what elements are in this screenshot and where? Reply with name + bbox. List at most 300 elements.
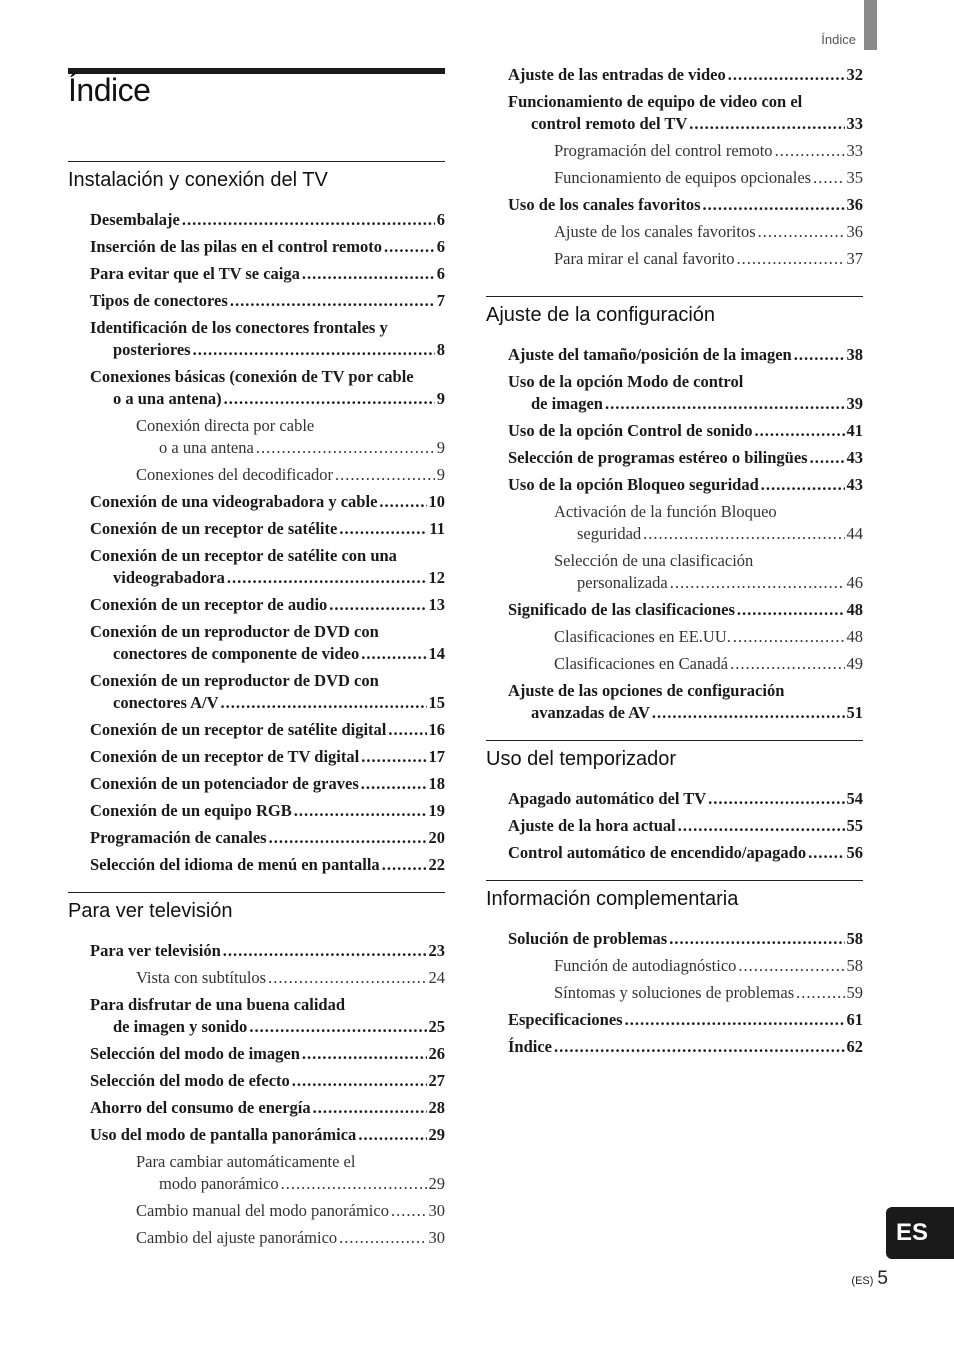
toc-entry-text: Conexión de un receptor de satélite con una	[90, 546, 397, 565]
toc-page-number: 16	[428, 720, 445, 739]
toc-entry-row	[90, 719, 445, 741]
toc-entry-text: Conexión de un receptor de satélite digital	[90, 720, 387, 739]
toc-entry-uso-de-los-canales-favoritos[interactable]	[486, 194, 863, 216]
toc-entry-row	[90, 1016, 445, 1038]
dot-leader	[730, 653, 844, 675]
toc-entry-ajuste-de-la-hora-actual[interactable]	[486, 815, 863, 837]
toc-entry-cambio-del-ajuste-panoramico[interactable]	[68, 1227, 445, 1249]
toc-entry-row	[554, 955, 863, 977]
toc-entry-text: Conexiones básicas (conexión de TV por cable	[90, 367, 414, 386]
toc-page-number: 23	[428, 941, 445, 960]
toc-page-number: 35	[846, 168, 863, 187]
toc-entry-text: seguridad	[577, 524, 642, 543]
toc-entry-row	[90, 594, 445, 616]
toc-entry-text: Cambio del ajuste panorámico	[136, 1228, 338, 1247]
toc-entry-row	[90, 800, 445, 822]
dot-leader	[813, 167, 844, 189]
toc-list	[68, 940, 445, 1249]
toc-column-left	[68, 161, 445, 1265]
toc-page-number: 51	[846, 703, 863, 722]
dot-leader	[554, 1036, 844, 1058]
toc-entry-row	[90, 1043, 445, 1065]
dot-leader	[227, 567, 427, 589]
toc-entry-text: Selección del modo de efecto	[90, 1071, 290, 1090]
dot-leader	[643, 523, 844, 545]
dot-leader	[230, 290, 435, 312]
toc-entry-seleccion-de-una-clasificacion-personali[interactable]	[486, 550, 863, 594]
toc-entry-text: Ajuste de los canales favoritos	[554, 222, 756, 241]
toc-entry-conexion-de-un-equipo-rgb[interactable]	[68, 800, 445, 822]
toc-entry-text: Funcionamiento de equipo de video con el	[508, 92, 803, 111]
toc-entry-text: Uso de la opción Control de sonido	[508, 421, 753, 440]
dot-leader	[302, 1043, 427, 1065]
toc-entry-text: Uso del modo de pantalla panorámica	[90, 1125, 357, 1144]
running-header: Índice	[821, 32, 856, 47]
toc-entry-text: Uso de la opción Bloqueo seguridad	[508, 475, 759, 494]
toc-entry-text: de imagen	[531, 394, 603, 413]
toc-entry-text: Ahorro del consumo de energía	[90, 1098, 311, 1117]
toc-entry-clasificaciones-en-canada[interactable]	[486, 653, 863, 675]
toc-entry-row	[90, 290, 445, 312]
toc-page-number: 41	[846, 421, 863, 440]
toc-entry-row	[508, 344, 863, 366]
dot-leader	[733, 626, 845, 648]
toc-entry-control-automatico-de-encendido-apagado[interactable]	[486, 842, 863, 864]
page-footer	[780, 1268, 888, 1290]
toc-entry-ajuste-de-las-entradas-de-video[interactable]	[486, 64, 863, 86]
toc-entry-solucion-de-problemas[interactable]	[486, 928, 863, 950]
section-heading: Para ver televisión	[68, 892, 445, 926]
toc-entry-text: Uso de los canales favoritos	[508, 195, 701, 214]
dot-leader	[294, 800, 427, 822]
toc-entry-funcion-de-autodiagnostico[interactable]	[486, 955, 863, 977]
toc-entry-text: Conexiones del decodificador	[136, 465, 334, 484]
toc-entry-row	[90, 339, 445, 361]
toc-page-number: 48	[846, 600, 863, 619]
language-tab: ES	[886, 1207, 954, 1259]
toc-entry-text: Programación del control remoto	[554, 141, 773, 160]
toc-entry-vista-con-subtitulos[interactable]	[68, 967, 445, 989]
toc-entry-row	[508, 447, 863, 469]
toc-page-number: 62	[846, 1037, 863, 1056]
dot-leader	[182, 209, 435, 231]
toc-page-number: 25	[428, 1017, 445, 1036]
toc-page-number: 37	[846, 249, 863, 268]
toc-entry-text: Apagado automático del TV	[508, 789, 707, 808]
dot-leader	[758, 221, 845, 243]
dot-leader	[737, 248, 845, 270]
toc-entry-row	[508, 113, 863, 135]
toc-entry-especificaciones[interactable]	[486, 1009, 863, 1031]
section-heading: Uso del temporizador	[486, 740, 863, 774]
toc-page-number: 14	[428, 644, 445, 663]
dot-leader	[738, 955, 844, 977]
toc-page-number: 11	[429, 519, 445, 538]
toc-page-number: 55	[846, 816, 863, 835]
toc-page-number: 36	[846, 222, 863, 241]
dot-leader	[193, 339, 435, 361]
dot-leader	[361, 643, 426, 665]
dot-leader	[755, 420, 845, 442]
toc-entry-seleccion-del-modo-de-efecto[interactable]	[68, 1070, 445, 1092]
toc-entry-text: Clasificaciones en Canadá	[554, 654, 729, 673]
toc-entry-row	[136, 464, 445, 486]
toc-entry-text: modo panorámico	[159, 1174, 279, 1193]
dot-leader	[796, 982, 844, 1004]
toc-entry-row	[508, 420, 863, 442]
toc-entry-ajuste-de-las-opciones-de-configuracion-[interactable]	[486, 680, 863, 724]
toc-entry-indice[interactable]	[486, 1036, 863, 1058]
dot-leader	[223, 940, 427, 962]
toc-entry-funcionamiento-de-equipos-opcionales[interactable]	[486, 167, 863, 189]
toc-entry-uso-del-modo-de-pantalla-panoramica[interactable]	[68, 1124, 445, 1146]
toc-entry-programacion-del-control-remoto[interactable]	[486, 140, 863, 162]
toc-entry-text: Para evitar que el TV se caiga	[90, 264, 300, 283]
toc-entry-row	[554, 572, 863, 594]
dot-leader	[605, 393, 845, 415]
page-title: Índice	[68, 72, 151, 108]
dot-leader	[728, 64, 845, 86]
toc-entry-text: Síntomas y soluciones de problemas	[554, 983, 795, 1002]
toc-list	[68, 209, 445, 876]
toc-page-number: 15	[428, 693, 445, 712]
toc-entry-row	[554, 626, 863, 648]
toc-entry-conexion-de-un-receptor-de-satelite-con-[interactable]	[68, 545, 445, 589]
toc-page-number: 17	[428, 747, 445, 766]
toc-entry-row	[508, 928, 863, 950]
toc-entry-row	[90, 940, 445, 962]
toc-entry-row	[508, 788, 863, 810]
toc-page-number: 49	[846, 654, 863, 673]
toc-page-number: 9	[436, 465, 445, 484]
page-number: 5	[877, 1268, 888, 1289]
toc-page-number: 9	[436, 438, 445, 457]
toc-page-number: 9	[436, 389, 445, 408]
toc-entry-text: Clasificaciones en EE.UU.	[554, 627, 731, 646]
dot-leader	[302, 263, 435, 285]
toc-entry-row	[136, 437, 445, 459]
dot-leader	[269, 827, 427, 849]
toc-entry-conexion-de-un-reproductor-de-dvd-con-co[interactable]	[68, 621, 445, 665]
footer-language-prefix: (ES)	[851, 1275, 874, 1287]
toc-entry-conexion-de-un-reproductor-de-dvd-con-co[interactable]	[68, 670, 445, 714]
toc-entry-row	[508, 393, 863, 415]
toc-page-number: 59	[846, 983, 863, 1002]
toc-entry-tipos-de-conectores[interactable]	[68, 290, 445, 312]
toc-entry-text: Conexión directa por cable	[136, 416, 315, 435]
dot-leader	[361, 773, 427, 795]
toc-entry-uso-de-la-opcion-bloqueo-seguridad[interactable]	[486, 474, 863, 496]
dot-leader	[339, 1227, 426, 1249]
toc-page-number: 18	[428, 774, 445, 793]
toc-entry-text: Conexión de un receptor de audio	[90, 595, 328, 614]
toc-entry-text: Significado de las clasificaciones	[508, 600, 735, 619]
dot-leader	[670, 572, 845, 594]
toc-entry-para-ver-television[interactable]	[68, 940, 445, 962]
section-heading: Ajuste de la configuración	[486, 296, 863, 330]
toc-entry-apagado-automatico-del-tv[interactable]	[486, 788, 863, 810]
toc-page-number: 58	[846, 929, 863, 948]
toc-entry-conexion-directa-por-cable-o-a-una-anten[interactable]	[68, 415, 445, 459]
section-heading: Información complementaria	[486, 880, 863, 914]
toc-entry-conexion-de-una-videograbadora-y-cable[interactable]	[68, 491, 445, 513]
toc-entry-row	[90, 692, 445, 714]
toc-entry-text: Solución de problemas	[508, 929, 668, 948]
toc-page-number: 58	[846, 956, 863, 975]
toc-entry-conexion-de-un-receptor-de-audio[interactable]	[68, 594, 445, 616]
toc-entry-identificacion-de-los-conectores-frontal[interactable]	[68, 317, 445, 361]
toc-entry-text: Selección de programas estéreo o bilingües	[508, 448, 808, 467]
toc-entry-text: Índice	[508, 1037, 553, 1056]
toc-entry-row	[508, 815, 863, 837]
toc-page-number: 46	[846, 573, 863, 592]
toc-entry-text: Ajuste de las entradas de video	[508, 65, 726, 84]
dot-leader	[339, 518, 427, 540]
toc-section	[68, 161, 445, 876]
toc-entry-text: Vista con subtítulos	[136, 968, 267, 987]
toc-entry-row	[136, 1173, 445, 1195]
toc-page-number: 29	[428, 1125, 445, 1144]
toc-entry-cambio-manual-del-modo-panoramico[interactable]	[68, 1200, 445, 1222]
toc-entry-ajuste-de-los-canales-favoritos[interactable]	[486, 221, 863, 243]
dot-leader	[669, 928, 844, 950]
toc-entry-row	[554, 523, 863, 545]
toc-page-number: 30	[428, 1228, 445, 1247]
toc-page-number: 8	[436, 340, 445, 359]
toc-entry-para-mirar-el-canal-favorito[interactable]	[486, 248, 863, 270]
section-heading: Instalación y conexión del TV	[68, 161, 445, 195]
toc-page-number: 27	[428, 1071, 445, 1090]
toc-entry-text: Para disfrutar de una buena calidad	[90, 995, 346, 1014]
toc-section	[486, 64, 863, 270]
toc-entry-text: conectores A/V	[113, 693, 219, 712]
toc-entry-text: Selección de una clasificación	[554, 551, 754, 570]
toc-entry-row	[508, 1036, 863, 1058]
toc-entry-text: Conexión de una videograbadora y cable	[90, 492, 378, 511]
toc-entry-conexion-de-un-receptor-de-satelite[interactable]	[68, 518, 445, 540]
toc-entry-text: Selección del idioma de menú en pantalla	[90, 855, 380, 874]
toc-page-number: 48	[846, 627, 863, 646]
dot-leader	[737, 599, 845, 621]
toc-entry-insercion-de-las-pilas-en-el-control-rem[interactable]	[68, 236, 445, 258]
toc-entry-conexion-de-un-receptor-de-tv-digital[interactable]	[68, 746, 445, 768]
toc-page-number: 6	[436, 264, 445, 283]
toc-entry-row	[136, 967, 445, 989]
dot-leader	[221, 692, 427, 714]
toc-entry-seleccion-del-idioma-de-menu-en-pantalla[interactable]	[68, 854, 445, 876]
toc-entry-seleccion-del-modo-de-imagen[interactable]	[68, 1043, 445, 1065]
toc-entry-text: Activación de la función Bloqueo	[554, 502, 777, 521]
toc-column-right	[486, 64, 863, 1074]
toc-list	[486, 344, 863, 724]
toc-entry-text: personalizada	[577, 573, 668, 592]
toc-entry-text: Identificación de los conectores frontales y	[90, 318, 388, 337]
dot-leader	[689, 113, 844, 135]
dot-leader	[678, 815, 845, 837]
toc-page-number: 44	[846, 524, 863, 543]
toc-entry-row	[90, 773, 445, 795]
dot-leader	[391, 1200, 427, 1222]
toc-entry-para-cambiar-automaticamente-el-modo-pan[interactable]	[68, 1151, 445, 1195]
toc-entry-uso-de-la-opcion-control-de-sonido[interactable]	[486, 420, 863, 442]
dot-leader	[379, 491, 426, 513]
toc-section	[486, 880, 863, 1058]
toc-entry-row	[90, 491, 445, 513]
toc-page-number: 12	[428, 568, 445, 587]
toc-entry-ajuste-del-tamano-posicion-de-la-imagen[interactable]	[486, 344, 863, 366]
toc-entry-text: Conexión de un receptor de TV digital	[90, 747, 360, 766]
toc-entry-conexiones-del-decodificador[interactable]	[68, 464, 445, 486]
toc-entry-text: Ajuste de las opciones de configuración	[508, 681, 785, 700]
toc-entry-row	[90, 263, 445, 285]
dot-leader	[281, 1173, 427, 1195]
toc-page-number: 30	[428, 1201, 445, 1220]
toc-section	[486, 296, 863, 724]
toc-entry-row	[554, 140, 863, 162]
toc-entry-text: Conexión de un potenciador de graves	[90, 774, 359, 793]
toc-entry-text: Función de autodiagnóstico	[554, 956, 737, 975]
toc-page-number: 32	[846, 65, 863, 84]
toc-entry-row	[90, 567, 445, 589]
dot-leader	[335, 464, 435, 486]
header-tab-bar	[864, 0, 877, 50]
dot-leader	[256, 437, 435, 459]
toc-entry-row	[554, 221, 863, 243]
toc-entry-para-disfrutar-de-una-buena-calidad-de-i[interactable]	[68, 994, 445, 1038]
toc-page-number: 28	[428, 1098, 445, 1117]
dot-leader	[361, 746, 426, 768]
toc-page-number: 33	[846, 141, 863, 160]
toc-entry-conexion-de-un-potenciador-de-graves[interactable]	[68, 773, 445, 795]
toc-entry-text: Para mirar el canal favorito	[554, 249, 735, 268]
toc-list	[486, 64, 863, 270]
toc-page-number: 56	[846, 843, 863, 862]
toc-entry-clasificaciones-en-ee-uu[interactable]	[486, 626, 863, 648]
toc-section	[486, 740, 863, 864]
toc-entry-row	[554, 248, 863, 270]
dot-leader	[794, 344, 845, 366]
toc-entry-text: posteriores	[113, 340, 191, 359]
dot-leader	[382, 854, 427, 876]
dot-leader	[625, 1009, 845, 1031]
toc-entry-text: Desembalaje	[90, 210, 180, 229]
toc-entry-text: conectores de componente de video	[113, 644, 360, 663]
toc-entry-programacion-de-canales[interactable]	[68, 827, 445, 849]
dot-leader	[268, 967, 426, 989]
toc-entry-row	[508, 702, 863, 724]
toc-entry-row	[554, 982, 863, 1004]
toc-entry-row	[90, 854, 445, 876]
toc-page-number: 29	[428, 1174, 445, 1193]
toc-entry-text: Conexión de un receptor de satélite	[90, 519, 338, 538]
toc-entry-text: Control automático de encendido/apagado	[508, 843, 807, 862]
toc-entry-ahorro-del-consumo-de-energia[interactable]	[68, 1097, 445, 1119]
toc-entry-text: Tipos de conectores	[90, 291, 228, 310]
toc-page-number: 39	[846, 394, 863, 413]
toc-page-number: 61	[846, 1010, 863, 1029]
toc-entry-text: Ajuste de la hora actual	[508, 816, 676, 835]
toc-entry-uso-de-la-opcion-modo-de-control-de-imag[interactable]	[486, 371, 863, 415]
dot-leader	[708, 788, 844, 810]
toc-entry-conexion-de-un-receptor-de-satelite-digi[interactable]	[68, 719, 445, 741]
toc-page-number: 54	[846, 789, 863, 808]
toc-entry-funcionamiento-de-equipo-de-video-con-el[interactable]	[486, 91, 863, 135]
toc-entry-row	[90, 388, 445, 410]
dot-leader	[703, 194, 845, 216]
toc-page-number: 6	[436, 210, 445, 229]
toc-entry-row	[554, 653, 863, 675]
toc-page-number: 33	[846, 114, 863, 133]
toc-entry-text: Para ver televisión	[90, 941, 221, 960]
toc-entry-row	[90, 827, 445, 849]
dot-leader	[358, 1124, 426, 1146]
toc-page-number: 20	[428, 828, 445, 847]
toc-list	[486, 928, 863, 1058]
toc-entry-para-evitar-que-el-tv-se-caiga[interactable]	[68, 263, 445, 285]
dot-leader	[775, 140, 845, 162]
toc-page-number: 19	[428, 801, 445, 820]
dot-leader	[761, 474, 845, 496]
toc-entry-sintomas-y-soluciones-de-problemas[interactable]	[486, 982, 863, 1004]
toc-entry-row	[508, 1009, 863, 1031]
toc-entry-row	[90, 1070, 445, 1092]
toc-page-number: 26	[428, 1044, 445, 1063]
toc-page-number: 7	[436, 291, 445, 310]
toc-entry-row	[90, 518, 445, 540]
dot-leader	[808, 842, 844, 864]
toc-page-number: 36	[846, 195, 863, 214]
toc-entry-row	[508, 842, 863, 864]
toc-page-number: 22	[428, 855, 445, 874]
toc-entry-text: control remoto del TV	[531, 114, 688, 133]
dot-leader	[388, 719, 426, 741]
toc-entry-row	[90, 1097, 445, 1119]
dot-leader	[292, 1070, 427, 1092]
dot-leader	[313, 1097, 427, 1119]
toc-page-number: 43	[846, 475, 863, 494]
dot-leader	[652, 702, 845, 724]
toc-entry-text: Funcionamiento de equipos opcionales	[554, 168, 812, 187]
toc-entry-significado-de-las-clasificaciones[interactable]	[486, 599, 863, 621]
toc-entry-row	[136, 1200, 445, 1222]
toc-entry-seleccion-de-programas-estereo-o-bilingu[interactable]	[486, 447, 863, 469]
toc-entry-text: de imagen y sonido	[113, 1017, 248, 1036]
toc-section	[68, 892, 445, 1249]
toc-entry-text: avanzadas de AV	[531, 703, 650, 722]
toc-entry-text: Especificaciones	[508, 1010, 623, 1029]
toc-entry-text: Uso de la opción Modo de control	[508, 372, 744, 391]
toc-entry-row	[508, 194, 863, 216]
toc-page-number: 13	[428, 595, 445, 614]
toc-entry-row	[508, 474, 863, 496]
toc-entry-row	[508, 599, 863, 621]
toc-entry-row	[90, 643, 445, 665]
toc-entry-conexiones-basicas-conexion-de-tv-por-ca[interactable]	[68, 366, 445, 410]
toc-entry-text: Selección del modo de imagen	[90, 1044, 300, 1063]
dot-leader	[810, 447, 845, 469]
toc-page-number: 43	[846, 448, 863, 467]
toc-entry-row	[136, 1227, 445, 1249]
toc-entry-row	[554, 167, 863, 189]
toc-entry-desembalaje[interactable]	[68, 209, 445, 231]
toc-entry-row	[90, 236, 445, 258]
toc-page-number: 10	[428, 492, 445, 511]
toc-page-number: 38	[846, 345, 863, 364]
toc-entry-text: Inserción de las pilas en el control remoto	[90, 237, 382, 256]
toc-entry-row	[90, 209, 445, 231]
toc-entry-activacion-de-la-funcion-bloqueo-segurid[interactable]	[486, 501, 863, 545]
toc-entry-text: Conexión de un reproductor de DVD con	[90, 671, 379, 690]
